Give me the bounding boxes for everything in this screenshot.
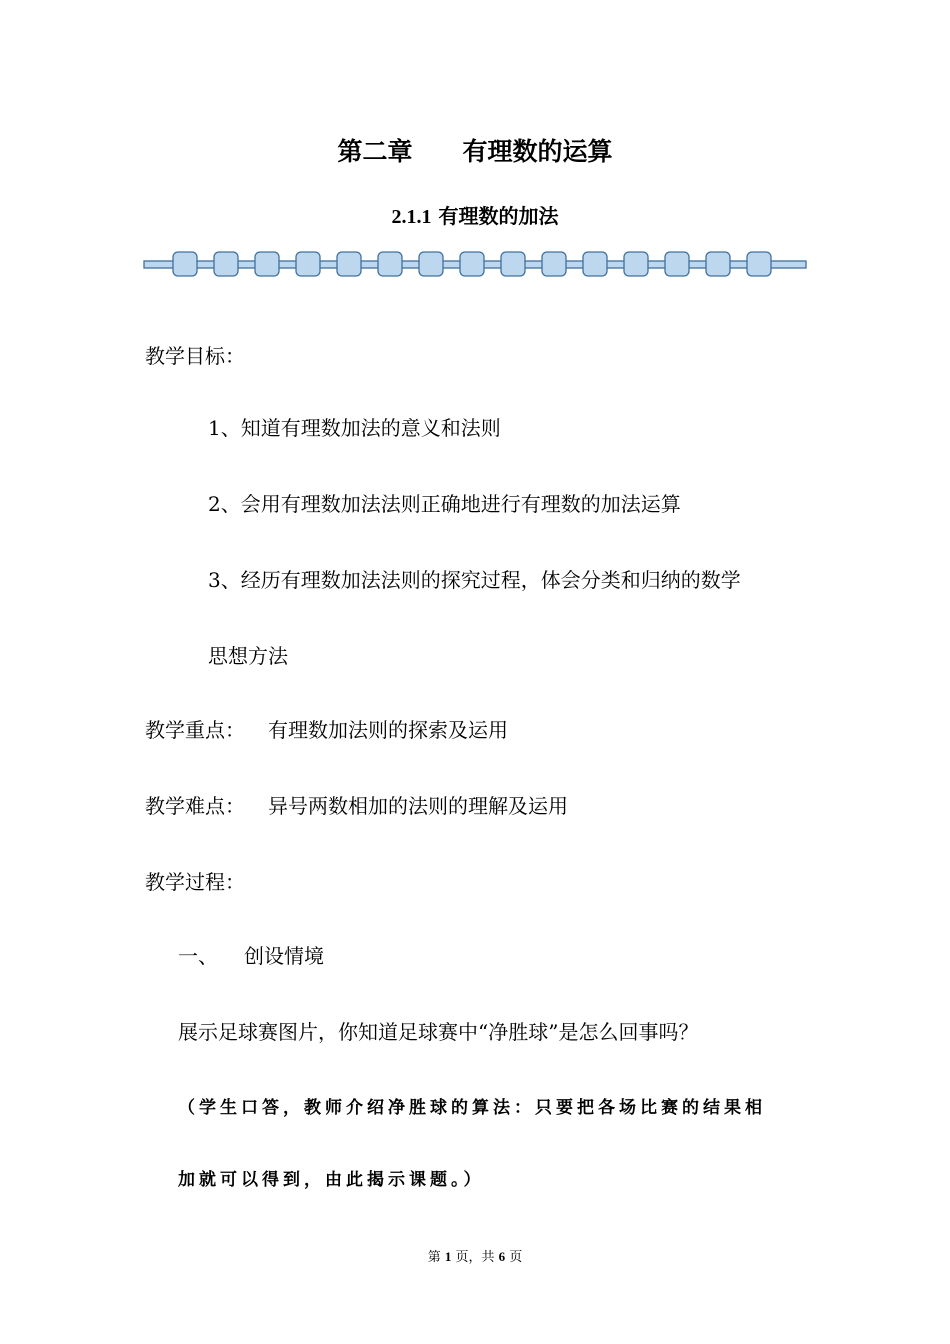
section-number: 2.1.1 — [391, 206, 432, 228]
difficulty-label: 教学难点： — [145, 794, 245, 818]
divider-bead — [214, 252, 238, 276]
teacher-note-line-1: （学生口答，教师介绍净胜球的算法：只要把各场比赛的结果相 — [178, 1098, 766, 1118]
objective-item-2: 2、会用有理数加法法则正确地进行有理数的加法运算 — [208, 492, 681, 516]
divider-bead — [378, 252, 402, 276]
divider-bead — [337, 252, 361, 276]
section-title — [0, 200, 950, 229]
section-one-number: 一、 — [178, 944, 218, 968]
divider-bead — [747, 252, 771, 276]
page-footer — [0, 1246, 950, 1265]
objective-item-3: 3、经历有理数加法法则的探究过程，体会分类和归纳的数学 — [208, 568, 741, 592]
footer-middle: 页，共 — [455, 1250, 495, 1265]
chapter-number: 第二章 — [337, 137, 413, 166]
teacher-note-line-2: 加就可以得到，由此揭示课题。） — [178, 1170, 485, 1190]
decorative-bead-divider — [143, 246, 808, 282]
divider-bead — [173, 252, 197, 276]
difficulty-text: 异号两数相加的法则的理解及运用 — [268, 794, 568, 818]
process-heading: 教学过程： — [145, 870, 245, 894]
divider-bead — [501, 252, 525, 276]
footer-page-number: 1 — [444, 1249, 452, 1264]
key-point-text: 有理数加法则的探索及运用 — [268, 718, 508, 742]
key-point-label: 教学重点： — [145, 718, 245, 742]
chapter-title — [0, 132, 950, 168]
objectives-heading: 教学目标： — [145, 344, 245, 368]
footer-suffix: 页 — [509, 1250, 523, 1265]
footer-prefix: 第 — [427, 1250, 441, 1265]
intro-paragraph: 展示足球赛图片，你知道足球赛中“净胜球”是怎么回事吗？ — [178, 1020, 699, 1044]
section-name: 有理数的加法 — [438, 204, 559, 228]
divider-bead — [706, 252, 730, 276]
divider-bead — [419, 252, 443, 276]
divider-bead — [460, 252, 484, 276]
divider-bead — [665, 252, 689, 276]
section-one-title: 创设情境 — [244, 944, 324, 968]
divider-bead — [583, 252, 607, 276]
objective-item-1: 1、知道有理数加法的意义和法则 — [208, 416, 501, 440]
divider-bead — [624, 252, 648, 276]
chapter-name: 有理数的运算 — [462, 137, 613, 166]
objective-item-3-continued: 思想方法 — [208, 644, 288, 668]
divider-bead — [255, 252, 279, 276]
divider-bead — [296, 252, 320, 276]
footer-total-pages: 6 — [498, 1249, 506, 1264]
divider-bead — [542, 252, 566, 276]
